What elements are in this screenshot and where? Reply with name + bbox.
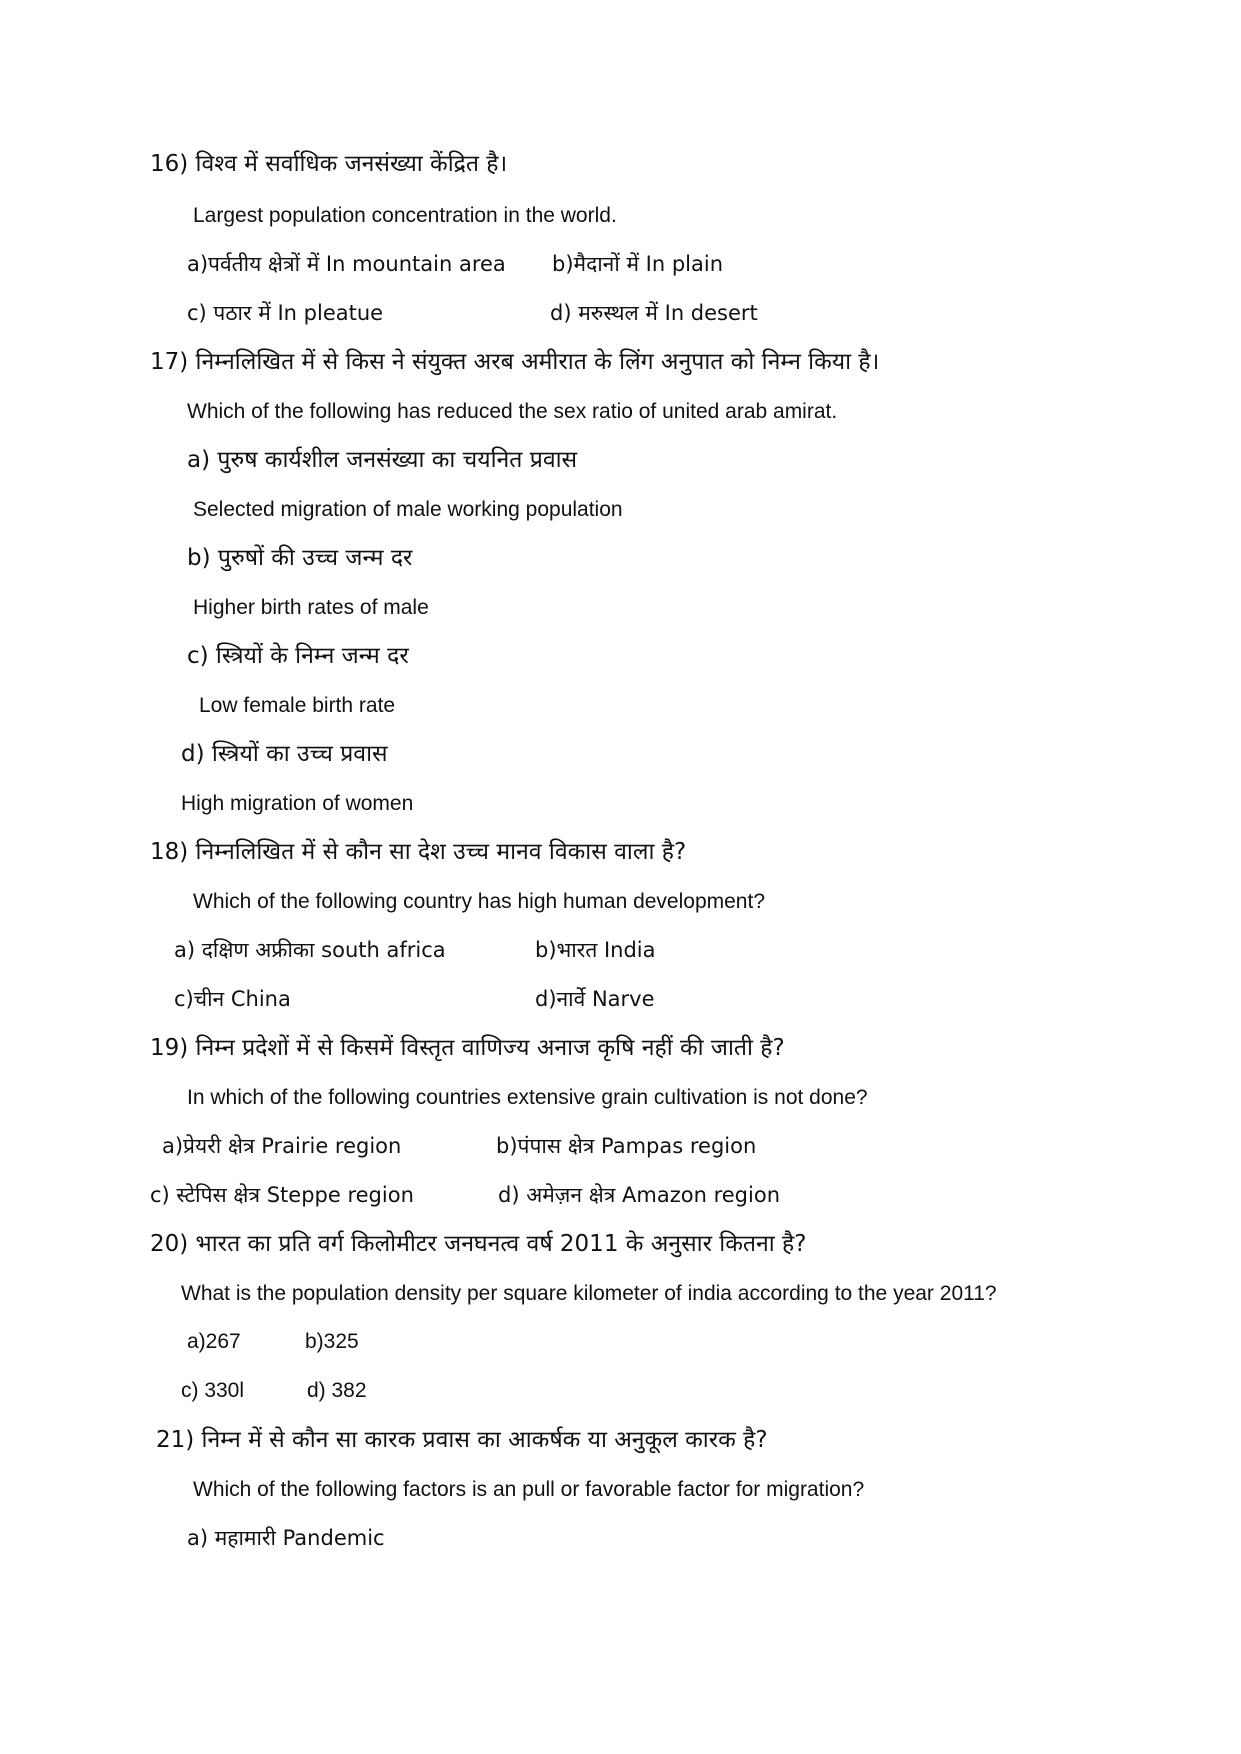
q19-option-b: b)पंपास क्षेत्र Pampas region [496,1134,757,1158]
q20-option-c: c) 330l [181,1379,245,1402]
q16-english: Largest population concentration in the world. [193,204,617,227]
q17-option-a-hindi: a) पुरुष कार्यशील जनसंख्या का चयनित प्रवास [187,447,578,473]
q17-option-c-hindi: c) स्त्रियों के निम्न जन्म दर [187,643,409,669]
q21-option-a: a) महामारी Pandemic [187,1526,385,1550]
q16-option-c: c) पठार में In pleatue [187,301,384,325]
q20-option-b: b)325 [305,1330,359,1353]
q16-option-d: d) मरुस्थल में In desert [550,301,758,325]
q20-option-a: a)267 [187,1330,241,1353]
q19-hindi: 19) निम्न प्रदेशों में से किसमें विस्तृत वाणिज्य अनाज कृषि नहीं की जाती है? [150,1035,785,1061]
q18-option-a: a) दक्षिण अफ्रीका south africa [174,938,446,962]
q17-english: Which of the following has reduced the sex ratio of united arab amirat. [187,400,838,423]
q17-option-d-english: High migration of women [181,792,414,815]
q20-option-d: d) 382 [307,1379,367,1402]
q20-english: What is the population density per square kilometer of india according to the year 2011? [181,1282,997,1305]
q17-option-d-hindi: d) स्त्रियों का उच्च प्रवास [181,741,388,767]
q17-option-c-english: Low female birth rate [199,694,396,717]
q17-option-b-english: Higher birth rates of male [193,596,429,619]
q19-option-d: d) अमेज़न क्षेत्र Amazon region [498,1183,780,1207]
q19-english: In which of the following countries extensive grain cultivation is not done? [187,1086,868,1109]
q16-hindi: 16) विश्व में सर्वाधिक जनसंख्या केंद्रित है। [150,151,508,177]
q21-english: Which of the following factors is an pull or favorable factor for migration? [193,1478,865,1501]
q21-hindi: 21) निम्न में से कौन सा कारक प्रवास का आकर्षक या अनुकूल कारक है? [156,1427,768,1453]
q20-hindi: 20) भारत का प्रति वर्ग किलोमीटर जनघनत्व वर्ष 2011 के अनुसार कितना है? [150,1231,807,1257]
q16-option-b: b)मैदानों में In plain [552,252,724,276]
q17-hindi: 17) निम्नलिखित में से किस ने संयुक्त अरब अमीरात के लिंग अनुपात को निम्न किया है। [150,349,880,375]
q16-option-a: a)पर्वतीय क्षेत्रों में In mountain area [187,252,506,276]
q18-option-c: c)चीन China [174,987,291,1011]
q19-option-c: c) स्टेपिस क्षेत्र Steppe region [150,1183,414,1207]
q19-option-a: a)प्रेयरी क्षेत्र Prairie region [162,1134,402,1158]
q18-english: Which of the following country has high human development? [193,890,766,913]
q17-option-a-english: Selected migration of male working population [193,498,623,521]
q17-option-b-hindi: b) पुरुषों की उच्च जन्म दर [187,545,413,571]
q18-option-b: b)भारत India [535,938,656,962]
q18-option-d: d)नार्वे Narve [535,987,655,1011]
q18-hindi: 18) निम्नलिखित में से कौन सा देश उच्च मानव विकास वाला है? [150,839,687,865]
